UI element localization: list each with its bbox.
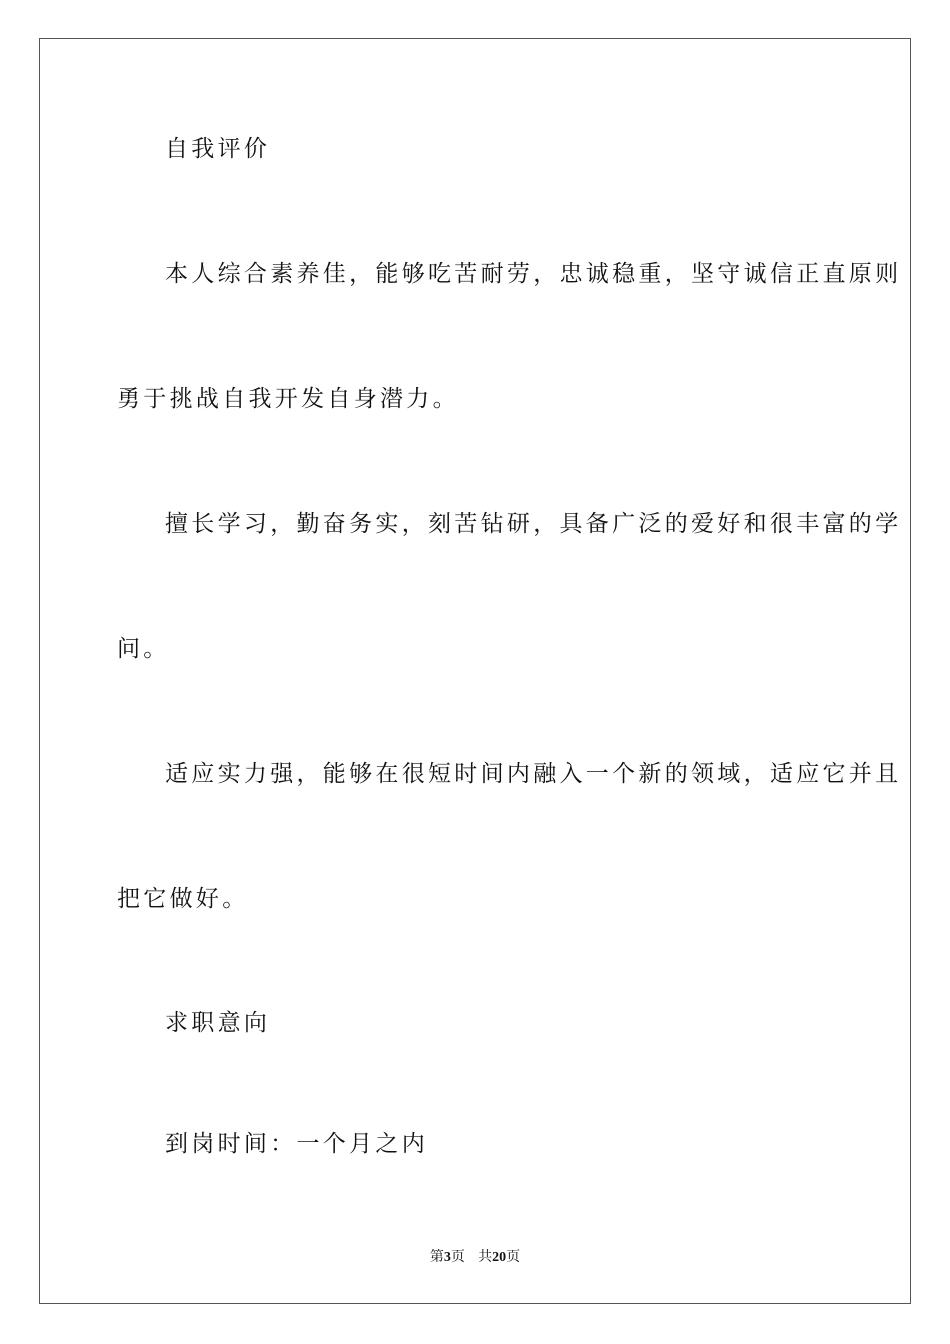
paragraph-line: 到岗时间：一个月之内: [165, 1131, 428, 1157]
paragraph-line: 把它做好。: [117, 886, 249, 912]
total-suffix: 页: [506, 1249, 521, 1265]
paragraph-line: 本人综合素养佳，能够吃苦耐劳，忠诚稳重，坚守诚信正直原则: [165, 261, 902, 287]
page-suffix: 页: [450, 1249, 465, 1265]
page-border: [39, 38, 911, 1304]
page-prefix: 第: [429, 1249, 444, 1265]
page-number-footer: [0, 1248, 950, 1267]
total-pages-number: 20: [492, 1250, 507, 1265]
section-heading-job-intention: 求职意向: [165, 1010, 271, 1036]
paragraph-line: 擅长学习，勤奋务实，刻苦钻研，具备广泛的爱好和很丰富的学: [165, 511, 902, 537]
paragraph-line: 适应实力强，能够在很短时间内融入一个新的领域，适应它并且: [165, 761, 902, 787]
paragraph-line: 勇于挑战自我开发自身潜力。: [117, 386, 459, 412]
total-prefix: 共: [478, 1249, 493, 1265]
paragraph-line: 问。: [117, 636, 170, 662]
section-heading-self-evaluation: 自我评价: [165, 136, 271, 162]
current-page-number: 3: [443, 1250, 451, 1265]
